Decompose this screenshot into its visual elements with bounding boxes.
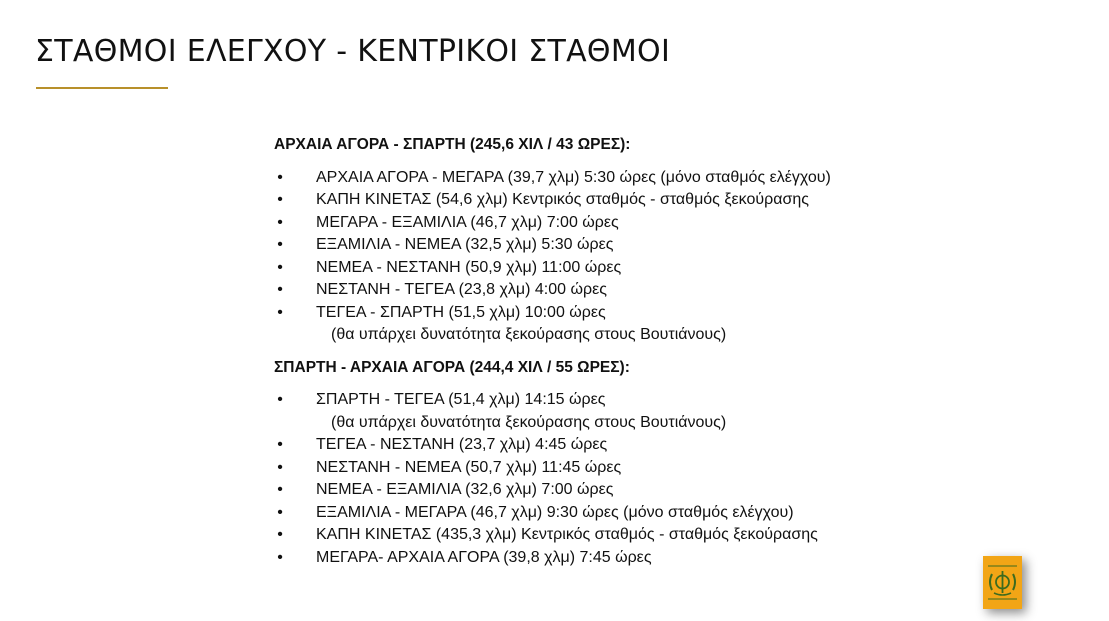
list-item: • ΜΕΓΑΡΑ - ΕΞΑΜΙΛΙΑ (46,7 χλμ) 7:00 ώρες	[274, 212, 934, 235]
list-item: • ΕΞΑΜΙΛΙΑ - ΝΕΜΕΑ (32,5 χλμ) 5:30 ώρες	[274, 234, 934, 257]
list-item: • ΕΞΑΜΙΛΙΑ - ΜΕΓΑΡΑ (46,7 χλμ) 9:30 ώρες (μόνο σταθμός ελέγχου)	[274, 502, 934, 525]
list-item: • ΝΕΜΕΑ - ΕΞΑΜΙΛΙΑ (32,6 χλμ) 7:00 ώρες	[274, 479, 934, 502]
page-title: ΣΤΑΘΜΟΙ ΕΛΕΓΧΟΥ - ΚΕΝΤΡΙΚΟΙ ΣΤΑΘΜΟΙ	[35, 34, 671, 69]
bullet-icon: •	[277, 213, 283, 231]
list-item: • ΝΕΣΤΑΝΗ - ΝΕΜΕΑ (50,7 χλμ) 11:45 ώρες	[274, 457, 934, 480]
bullet-icon: •	[277, 548, 283, 566]
emblem-logo-icon	[983, 556, 1022, 609]
return-stages-list	[274, 389, 934, 569]
bullet-icon: •	[277, 168, 283, 186]
list-item: • ΝΕΜΕΑ - ΝΕΣΤΑΝΗ (50,9 χλμ) 11:00 ώρες	[274, 257, 934, 280]
bullet-icon: •	[277, 503, 283, 521]
rest-note: (θα υπάρχει δυνατότητα ξεκούρασης στους Βουτιάνους)	[331, 413, 727, 431]
bullet-icon: •	[277, 236, 283, 253]
list-item: • ΑΡΧΑΙΑ ΑΓΟΡΑ - ΜΕΓΑΡΑ (39,7 χλμ) 5:30 ώρες (μόνο σταθμός ελέγχου)	[274, 167, 934, 190]
outbound-stages-list	[274, 167, 934, 347]
bullet-icon: •	[277, 281, 283, 298]
list-item: • ΚΑΠΗ ΚΙΝΕΤΑΣ (435,3 χλμ) Κεντρικός σταθμός - σταθμός ξεκούρασης	[274, 524, 934, 547]
title-underline	[36, 87, 168, 89]
list-item: • ΝΕΣΤΑΝΗ - ΤΕΓΕΑ (23,8 χλμ) 4:00 ώρες	[274, 279, 934, 302]
bullet-icon: •	[277, 303, 283, 321]
checkpoint-list	[274, 134, 934, 569]
emblem-graphic	[983, 556, 1022, 609]
bullet-icon: •	[277, 526, 283, 543]
bullet-icon: •	[277, 391, 283, 408]
bullet-icon: •	[277, 481, 283, 498]
bullet-icon: •	[277, 436, 283, 453]
bullet-icon: •	[277, 258, 283, 276]
section-heading-outbound: ΑΡΧΑΙΑ ΑΓΟΡΑ - ΣΠΑΡΤΗ (245,6 ΧΙΛ / 43 ΩΡΕΣ):	[274, 136, 631, 153]
bullet-icon: •	[277, 191, 283, 208]
rest-note: (θα υπάρχει δυνατότητα ξεκούρασης στους Βουτιάνους)	[331, 326, 727, 343]
list-item: • ΣΠΑΡΤΗ - ΤΕΓΕΑ (51,4 χλμ) 14:15 ώρες (θα υπάρχει δυνατότητα ξεκούρασης στους Βουτιάνους)	[274, 389, 934, 434]
list-item: • ΤΕΓΕΑ - ΣΠΑΡΤΗ (51,5 χλμ) 10:00 ώρες (θα υπάρχει δυνατότητα ξεκούρασης στους Βουτιάνους)	[274, 302, 934, 347]
list-item: • ΜΕΓΑΡΑ- ΑΡΧΑΙΑ ΑΓΟΡΑ (39,8 χλμ) 7:45 ώρες	[274, 547, 934, 570]
bullet-icon: •	[277, 458, 283, 476]
list-item: • ΤΕΓΕΑ - ΝΕΣΤΑΝΗ (23,7 χλμ) 4:45 ώρες	[274, 434, 934, 457]
section-heading-return: ΣΠΑΡΤΗ - ΑΡΧΑΙΑ ΑΓΟΡΑ (244,4 ΧΙΛ / 55 ΩΡΕΣ):	[274, 358, 630, 376]
list-item: • ΚΑΠΗ ΚΙΝΕΤΑΣ (54,6 χλμ) Κεντρικός σταθμός - σταθμός ξεκούρασης	[274, 189, 934, 212]
